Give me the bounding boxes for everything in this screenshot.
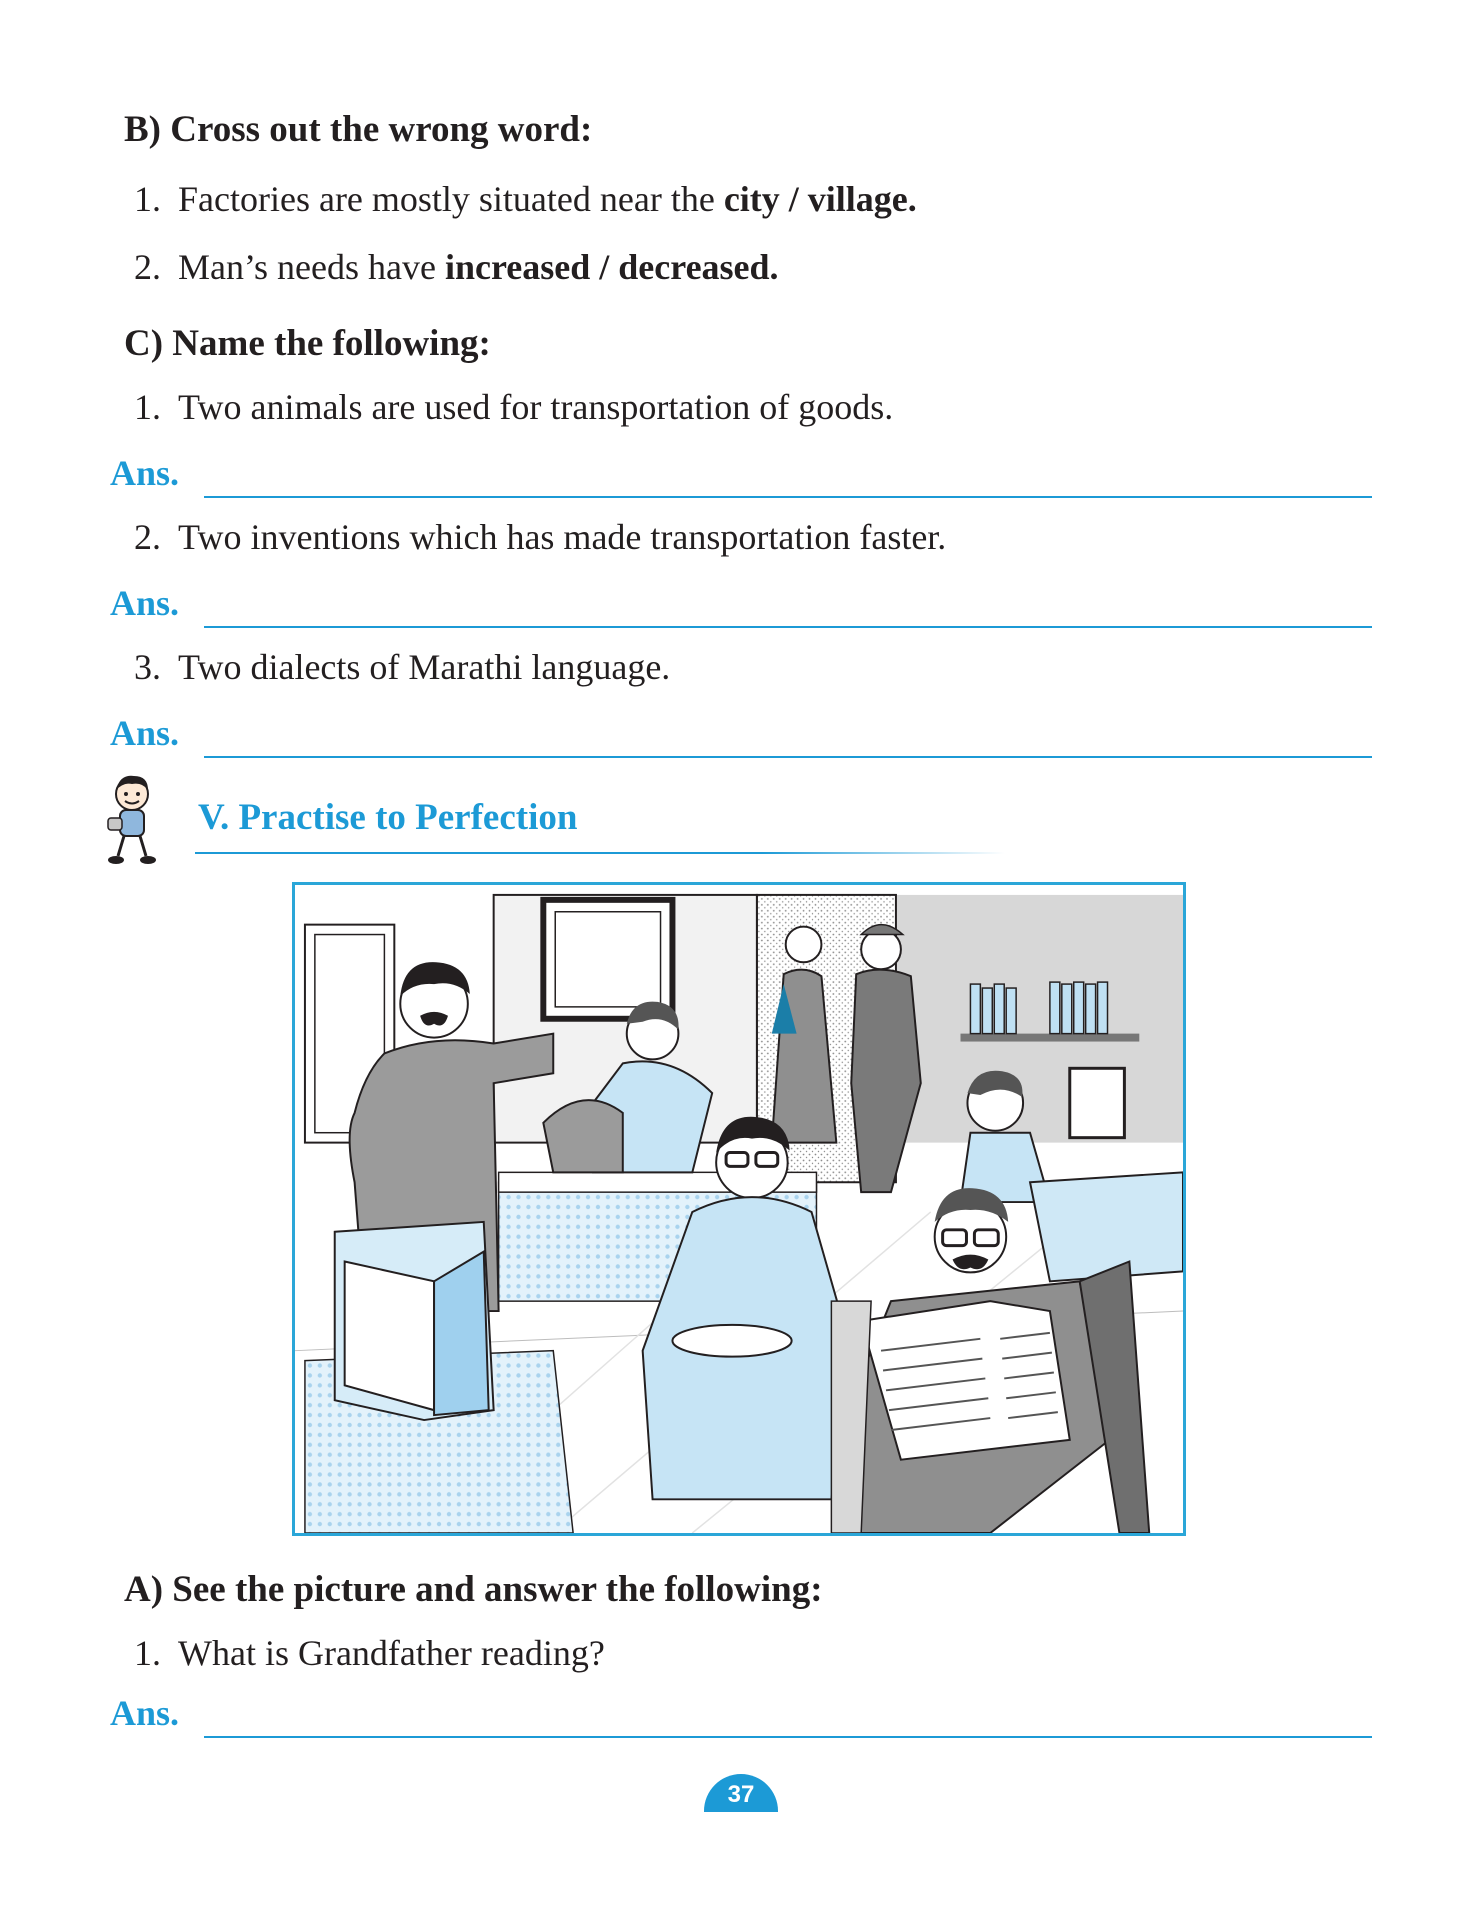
section-title-rule	[195, 852, 1005, 854]
question-text: Man’s needs have	[178, 247, 445, 287]
answer-row-c2[interactable]	[110, 582, 1372, 628]
section-c-heading: C) Name the following:	[124, 323, 491, 364]
question-number: 2.	[134, 517, 161, 557]
question-number: 1.	[134, 387, 161, 427]
answer-line[interactable]	[204, 626, 1372, 628]
answer-line[interactable]	[204, 1736, 1372, 1738]
question-c3	[134, 646, 670, 688]
answer-line[interactable]	[204, 756, 1372, 758]
question-c2	[134, 516, 946, 558]
question-number: 1.	[134, 179, 161, 219]
question-text: What is Grandfather reading?	[178, 1633, 605, 1673]
ans-label: Ans.	[110, 583, 180, 623]
answer-line[interactable]	[204, 496, 1372, 498]
question-choice: city / village.	[723, 179, 917, 219]
answer-row-c1[interactable]	[110, 452, 1372, 498]
section-b-heading: B) Cross out the wrong word:	[124, 109, 593, 150]
answer-row-c3[interactable]	[110, 712, 1372, 758]
question-choice: increased / decreased.	[444, 247, 779, 287]
ans-label: Ans.	[110, 713, 180, 753]
question-number: 2.	[134, 247, 161, 287]
question-b2	[134, 246, 779, 288]
ans-label: Ans.	[110, 453, 180, 493]
question-a1	[134, 1632, 605, 1674]
section-title: V. Practise to Perfection	[198, 797, 578, 838]
question-number: 3.	[134, 647, 161, 687]
question-text: Two animals are used for transportation of goods.	[178, 387, 894, 427]
ans-label: Ans.	[110, 1693, 180, 1733]
question-number: 1.	[134, 1633, 161, 1673]
boy-mascot-icon	[102, 772, 162, 868]
question-text: Two dialects of Marathi language.	[178, 647, 671, 687]
question-b1	[134, 178, 917, 220]
section-a-heading: A) See the picture and answer the following:	[124, 1569, 823, 1610]
page-number-badge: 37	[704, 1774, 778, 1812]
answer-row-a1[interactable]	[110, 1692, 1372, 1738]
family-room-illustration	[292, 882, 1186, 1536]
illustration-svg	[295, 885, 1183, 1533]
question-c1	[134, 386, 893, 428]
question-text: Two inventions which has made transportation faster.	[178, 517, 947, 557]
question-text: Factories are mostly situated near the	[178, 179, 724, 219]
